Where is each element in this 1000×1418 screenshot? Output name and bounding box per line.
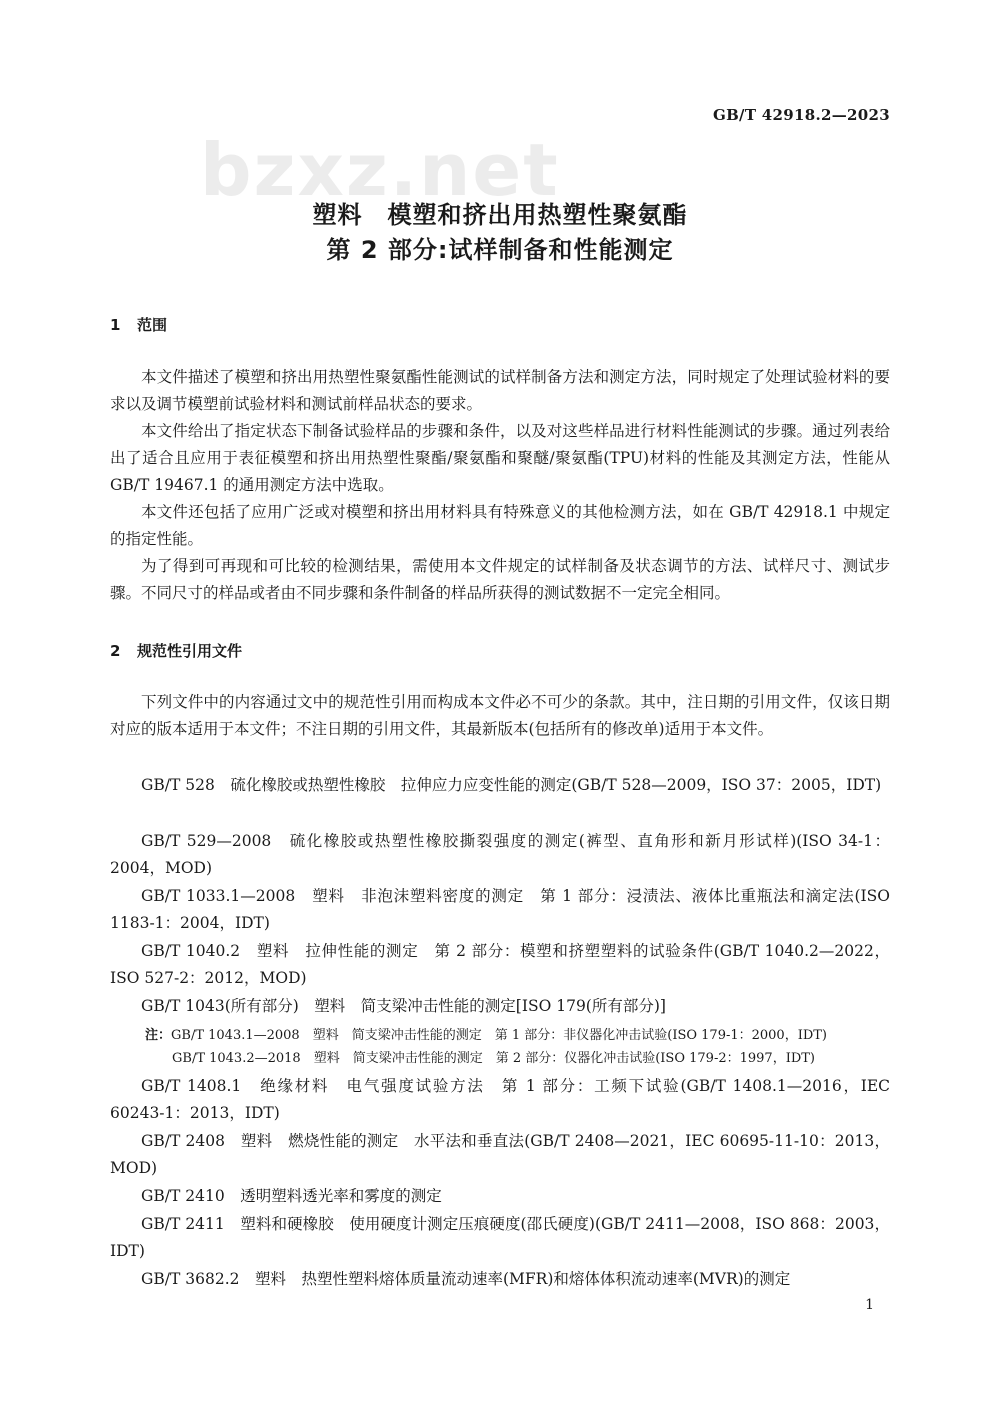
page-number: 1 — [865, 1297, 874, 1313]
section-title: 范围 — [137, 316, 168, 334]
section-number: 1 — [110, 316, 121, 334]
reference-item: GB/T 2411 塑料和硬橡胶 使用硬度计测定压痕硬度(邵氏硬度)(GB/T 2411—2008，ISO 868：2003，IDT) — [110, 1215, 890, 1260]
note-line: GB/T 1043.2—2018 塑料 简支梁冲击性能的测定 第 2 部分：仪器化冲击试验(ISO 179-2：1997，IDT) — [172, 1051, 815, 1066]
reference-item: GB/T 3682.2 塑料 热塑性塑料熔体质量流动速率(MFR)和熔体体积流动速率(MVR)的测定 — [141, 1270, 791, 1288]
section-heading-references — [110, 640, 242, 661]
reference-item: GB/T 1040.2 塑料 拉伸性能的测定 第 2 部分：模塑和挤塑塑料的试验条件(GB/T 1040.2—2022，ISO 527-2：2012，MOD) — [110, 942, 890, 987]
watermark: bzxz.net — [200, 128, 560, 212]
note-line: GB/T 1043.1—2008 塑料 简支梁冲击性能的测定 第 1 部分：非仪器化冲击试验(ISO 179-1：2000，IDT) — [171, 1028, 828, 1043]
paragraph: 下列文件中的内容通过文中的规范性引用而构成本文件必不可少的条款。其中，注日期的引用文件，仅该日期对应的版本适用于本文件；不注日期的引用文件，其最新版本(包括所有的修改单)适用于本文件。 — [110, 693, 890, 738]
reference-item: GB/T 1043(所有部分) 塑料 简支梁冲击性能的测定[ISO 179(所有部分)] — [141, 997, 666, 1015]
note-label: 注： — [145, 1028, 172, 1043]
paragraph: 本文件描述了模塑和挤出用热塑性聚氨酯性能测试的试样制备方法和测定方法，同时规定了处理试验材料的要求以及调节模塑前试验材料和测试前样品状态的要求。 — [110, 368, 890, 413]
reference-item: GB/T 2410 透明塑料透光率和雾度的测定 — [141, 1187, 442, 1205]
paragraph: 本文件给出了指定状态下制备试验样品的步骤和条件，以及对这些样品进行材料性能测试的步骤。通过列表给出了适合且应用于表征模塑和挤出用热塑性聚酯/聚氨酯和聚醚/聚氨酯(TPU)材料的性能及其测定方法，性能从 GB/T 19467.1 的通用测定方法中选取。 — [110, 422, 890, 494]
reference-item: GB/T 1408.1 绝缘材料 电气强度试验方法 第 1 部分：工频下试验(GB/T 1408.1—2016，IEC 60243-1：2013，IDT) — [110, 1077, 895, 1122]
note — [145, 1024, 890, 1047]
reference-item: GB/T 528 硫化橡胶或热塑性橡胶 拉伸应力应变性能的测定(GB/T 528—2009，ISO 37：2005，IDT) — [141, 776, 882, 794]
title-line-2: 第 2 部分:试样制备和性能测定 — [326, 236, 674, 264]
standard-code: GB/T 42918.2—2023 — [712, 106, 890, 124]
note — [172, 1047, 890, 1070]
section-title: 规范性引用文件 — [137, 642, 243, 660]
reference-item: GB/T 2408 塑料 燃烧性能的测定 水平法和垂直法(GB/T 2408—2021，IEC 60695-11-10：2013，MOD) — [110, 1132, 890, 1177]
section-heading-scope — [110, 314, 167, 335]
paragraph: 为了得到可再现和可比较的检测结果，需使用本文件规定的试样制备及状态调节的方法、试样尺寸、测试步骤。不同尺寸的样品或者由不同步骤和条件制备的样品所获得的测试数据不一定完全相同。 — [110, 557, 890, 602]
section-number: 2 — [110, 642, 121, 660]
reference-item: GB/T 1033.1—2008 塑料 非泡沫塑料密度的测定 第 1 部分：浸渍法、液体比重瓶法和滴定法(ISO 1183-1：2004，IDT) — [110, 887, 895, 932]
paragraph: 本文件还包括了应用广泛或对模塑和挤出用材料具有特殊意义的其他检测方法，如在 GB/T 42918.1 中规定的指定性能。 — [110, 503, 890, 548]
reference-item: GB/T 529—2008 硫化橡胶或热塑性橡胶撕裂强度的测定(裤型、直角形和新月形试样)(ISO 34-1：2004，MOD) — [110, 832, 890, 877]
title-line-1: 塑料 模塑和挤出用热塑性聚氨酯 — [312, 201, 688, 229]
